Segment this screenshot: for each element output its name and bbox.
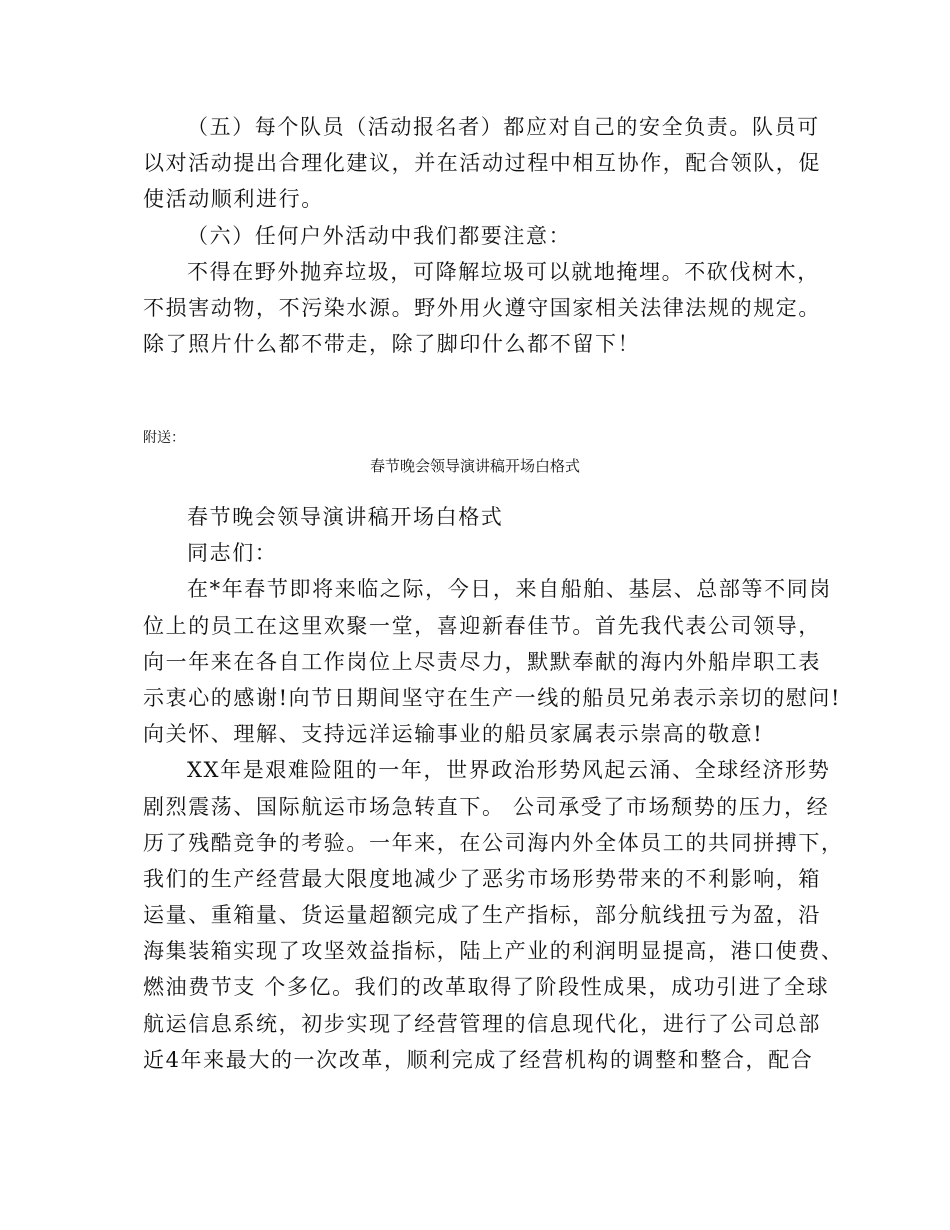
paragraph-line: 航运信息系统，初步实现了经营管理的信息现代化，进行了公司总部 [143,1011,821,1036]
paragraph-line: （五）每个队员（活动报名者）都应对自己的安全负责。队员可 [187,115,820,139]
paragraph-line: （六）任何户外活动中我们都要注意： [187,223,572,248]
paragraph-line: 除了照片什么都不带走，除了脚印什么都不留下！ [143,332,641,357]
paragraph-line: XX年是艰难险阻的一年，世界政治形势风起云涌、全球经济形势 [187,758,831,783]
top-section [143,109,823,362]
paragraph-line: 在*年春节即将来临之际，今日，来自船舶、基层、总部等不同岗 [187,577,832,602]
paragraph-line: 运量、重箱量、货运量超额完成了生产指标，部分航线扭亏为盈，沿 [143,903,821,928]
speech-section [143,499,844,1078]
paragraph-line: 以对活动提出合理化建议，并在活动过程中相互协作，配合领队，促 [143,151,821,176]
paragraph-line: 燃油费节支 个多亿。我们的改革取得了阶段性成果，成功引进了全球 [143,975,830,1000]
paragraph-line: 我们的生产经营最大限度地减少了恶劣市场形势带来的不利影响，箱 [143,866,821,891]
paragraph-line: 向一年来在各自工作岗位上尽责尽力，默默奉献的海内外船岸职工表 [143,649,821,674]
paragraph-line: 不得在野外抛弃垃圾，可降解垃圾可以就地掩埋。不砍伐树木， [187,259,820,284]
paragraph-line: 不损害动物，不污染水源。野外用火遵守国家相关法律法规的规定。 [143,295,821,320]
paragraph-line: 使活动顺利进行。 [143,187,324,212]
appendix-label: 附送： [143,430,185,446]
paragraph-line: 海集装箱实现了攻坚效益指标，陆上产业的利润明显提高，港口使费、 [143,939,844,964]
paragraph-line: 位上的员工在这里欢聚一堂，喜迎新春佳节。首先我代表公司领导， [143,613,821,638]
speech-heading: 春节晚会领导演讲稿开场白格式 [187,505,504,529]
salutation: 同志们： [187,541,278,566]
paragraph-line: 示衷心的感谢!向节日期间坚守在生产一线的船员兄弟表示亲切的慰问! [143,685,842,710]
paragraph-line: 向关怀、理解、支持远洋运输事业的船员家属表示崇高的敬意! [143,722,764,747]
paragraph-line: 剧烈震荡、国际航运市场急转直下。 公司承受了市场颓势的压力，经 [143,794,830,819]
paragraph-line: 历了残酷竞争的考验。一年来，在公司海内外全体员工的共同拼搏下， [143,830,844,855]
paragraph-line: 近4年来最大的一次改革，顺利完成了经营机构的调整和整合，配合 [143,1047,814,1072]
appendix-title: 春节晚会领导演讲稿开场白格式 [369,457,580,475]
